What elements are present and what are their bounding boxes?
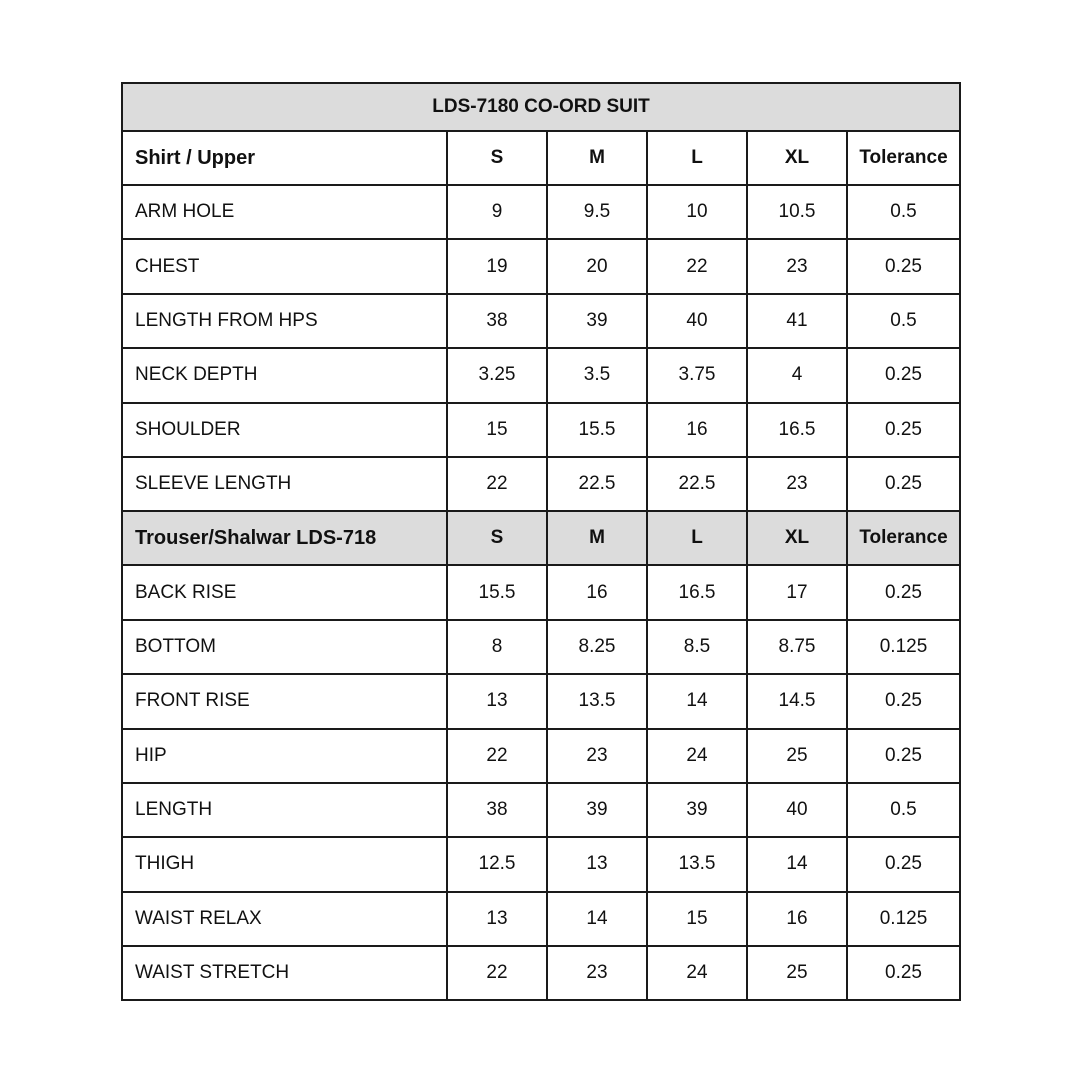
- measurement-value: 40: [647, 294, 747, 348]
- measurement-value: 20: [547, 239, 647, 293]
- measurement-value: 0.25: [847, 674, 960, 728]
- measurement-label: THIGH: [122, 837, 447, 891]
- measurement-value: 0.5: [847, 783, 960, 837]
- table-row: [122, 565, 960, 619]
- measurement-label: SHOULDER: [122, 403, 447, 457]
- measurement-value: 39: [547, 783, 647, 837]
- measurement-value: 39: [547, 294, 647, 348]
- column-header: S: [447, 511, 547, 565]
- measurement-value: 16: [547, 565, 647, 619]
- table-row: [122, 348, 960, 402]
- measurement-value: 15.5: [547, 403, 647, 457]
- measurement-value: 13.5: [647, 837, 747, 891]
- table-title: LDS-7180 CO-ORD SUIT: [122, 83, 960, 131]
- measurement-value: 8: [447, 620, 547, 674]
- measurement-value: 13.5: [547, 674, 647, 728]
- measurement-value: 10: [647, 185, 747, 239]
- column-header: XL: [747, 511, 847, 565]
- section-header-row: [122, 511, 960, 565]
- measurement-value: 14: [547, 892, 647, 946]
- measurement-label: WAIST STRETCH: [122, 946, 447, 1000]
- section-heading: Trouser/Shalwar LDS-718: [122, 511, 447, 565]
- measurement-value: 0.25: [847, 946, 960, 1000]
- table-row: [122, 946, 960, 1000]
- measurement-value: 15: [447, 403, 547, 457]
- measurement-label: NECK DEPTH: [122, 348, 447, 402]
- column-header: S: [447, 131, 547, 185]
- measurement-value: 3.75: [647, 348, 747, 402]
- column-header: L: [647, 511, 747, 565]
- measurement-value: 41: [747, 294, 847, 348]
- measurement-label: CHEST: [122, 239, 447, 293]
- measurement-value: 13: [447, 892, 547, 946]
- measurement-label: BOTTOM: [122, 620, 447, 674]
- measurement-value: 38: [447, 294, 547, 348]
- measurement-value: 39: [647, 783, 747, 837]
- size-chart-table: [121, 82, 961, 1001]
- measurement-value: 0.25: [847, 837, 960, 891]
- measurement-value: 8.5: [647, 620, 747, 674]
- measurement-value: 0.25: [847, 729, 960, 783]
- column-header: Tolerance: [847, 131, 960, 185]
- measurement-value: 16: [747, 892, 847, 946]
- measurement-value: 0.5: [847, 294, 960, 348]
- measurement-value: 22: [447, 946, 547, 1000]
- measurement-value: 9: [447, 185, 547, 239]
- measurement-label: LENGTH: [122, 783, 447, 837]
- measurement-value: 12.5: [447, 837, 547, 891]
- measurement-label: BACK RISE: [122, 565, 447, 619]
- measurement-value: 0.25: [847, 348, 960, 402]
- measurement-label: ARM HOLE: [122, 185, 447, 239]
- measurement-value: 38: [447, 783, 547, 837]
- measurement-value: 14: [647, 674, 747, 728]
- measurement-value: 3.25: [447, 348, 547, 402]
- measurement-value: 25: [747, 946, 847, 1000]
- measurement-value: 23: [547, 946, 647, 1000]
- table-row: [122, 185, 960, 239]
- measurement-value: 16: [647, 403, 747, 457]
- measurement-value: 22: [447, 457, 547, 511]
- measurement-value: 8.25: [547, 620, 647, 674]
- measurement-label: SLEEVE LENGTH: [122, 457, 447, 511]
- table-row: [122, 783, 960, 837]
- table-row: [122, 403, 960, 457]
- measurement-label: LENGTH FROM HPS: [122, 294, 447, 348]
- measurement-value: 0.25: [847, 403, 960, 457]
- measurement-value: 13: [547, 837, 647, 891]
- measurement-value: 17: [747, 565, 847, 619]
- measurement-value: 13: [447, 674, 547, 728]
- column-header: M: [547, 131, 647, 185]
- measurement-value: 22.5: [547, 457, 647, 511]
- measurement-value: 15: [647, 892, 747, 946]
- measurement-label: HIP: [122, 729, 447, 783]
- measurement-value: 9.5: [547, 185, 647, 239]
- table-title-row: [122, 83, 960, 131]
- column-header: Tolerance: [847, 511, 960, 565]
- measurement-value: 23: [547, 729, 647, 783]
- measurement-value: 10.5: [747, 185, 847, 239]
- section-heading: Shirt / Upper: [122, 131, 447, 185]
- measurement-value: 15.5: [447, 565, 547, 619]
- table-row: [122, 892, 960, 946]
- measurement-value: 22: [447, 729, 547, 783]
- measurement-value: 22.5: [647, 457, 747, 511]
- table-row: [122, 729, 960, 783]
- measurement-value: 8.75: [747, 620, 847, 674]
- table-row: [122, 674, 960, 728]
- table-row: [122, 294, 960, 348]
- measurement-value: 0.125: [847, 620, 960, 674]
- measurement-value: 3.5: [547, 348, 647, 402]
- measurement-value: 14.5: [747, 674, 847, 728]
- measurement-value: 22: [647, 239, 747, 293]
- measurement-value: 19: [447, 239, 547, 293]
- measurement-value: 23: [747, 457, 847, 511]
- measurement-value: 24: [647, 729, 747, 783]
- measurement-value: 16.5: [647, 565, 747, 619]
- measurement-value: 14: [747, 837, 847, 891]
- column-header: L: [647, 131, 747, 185]
- measurement-value: 4: [747, 348, 847, 402]
- table-row: [122, 837, 960, 891]
- measurement-value: 0.25: [847, 239, 960, 293]
- table-row: [122, 239, 960, 293]
- measurement-value: 0.25: [847, 565, 960, 619]
- measurement-value: 0.25: [847, 457, 960, 511]
- measurement-value: 23: [747, 239, 847, 293]
- section-header-row: [122, 131, 960, 185]
- measurement-value: 16.5: [747, 403, 847, 457]
- column-header: XL: [747, 131, 847, 185]
- measurement-value: 25: [747, 729, 847, 783]
- table-row: [122, 620, 960, 674]
- measurement-value: 0.5: [847, 185, 960, 239]
- measurement-value: 0.125: [847, 892, 960, 946]
- column-header: M: [547, 511, 647, 565]
- measurement-label: FRONT RISE: [122, 674, 447, 728]
- measurement-value: 24: [647, 946, 747, 1000]
- table-row: [122, 457, 960, 511]
- measurement-value: 40: [747, 783, 847, 837]
- measurement-label: WAIST RELAX: [122, 892, 447, 946]
